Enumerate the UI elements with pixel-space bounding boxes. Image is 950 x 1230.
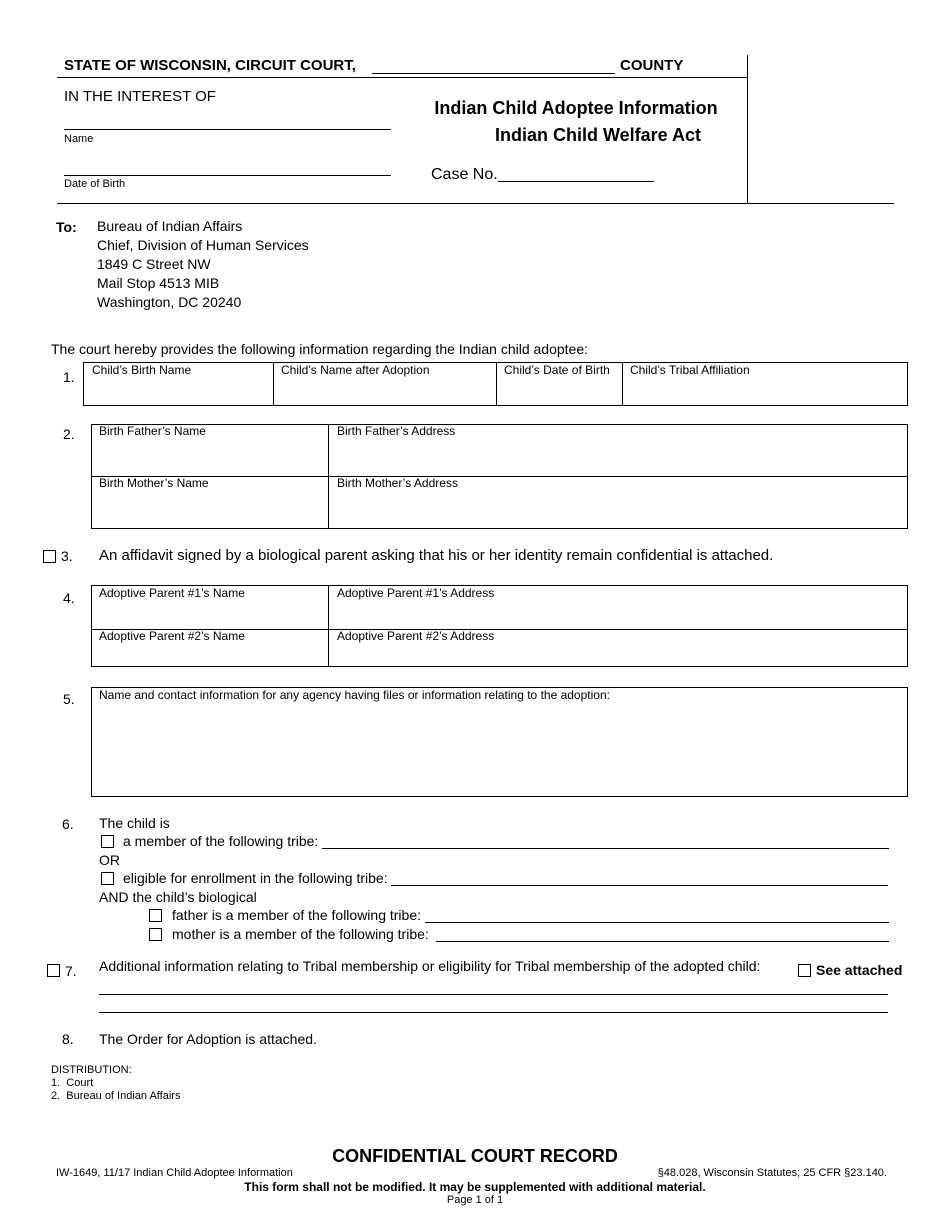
to-address-line: 1849 C Street NW (97, 256, 211, 272)
distribution-block (51, 1064, 180, 1103)
court-caption: STATE OF WISCONSIN, CIRCUIT COURT, (64, 57, 356, 74)
father-tribe-checkbox[interactable] (149, 909, 162, 922)
county-blank-line[interactable] (372, 73, 615, 74)
adoptive-parent-1-name-field[interactable]: Adoptive Parent #1’s Name (99, 586, 245, 600)
child-is-text: The child is (99, 815, 170, 831)
header-bottom-rule (57, 203, 894, 204)
header-top-rule (57, 77, 747, 78)
name-label: Name (64, 133, 94, 145)
to-address-line: Washington, DC 20240 (97, 294, 242, 310)
to-label: To: (56, 219, 77, 235)
or-text: OR (99, 852, 120, 868)
mother-tribe-checkbox[interactable] (149, 928, 162, 941)
birth-parents-table (91, 424, 908, 529)
item-8-number: 8. (62, 1031, 74, 1047)
mother-tribe-blank-line[interactable] (436, 941, 889, 942)
birth-father-name-field[interactable]: Birth Father’s Name (99, 424, 206, 438)
distribution-item: 1. Court (51, 1077, 94, 1089)
to-address-block (97, 217, 309, 312)
item-4-number: 4. (63, 590, 75, 606)
form-title: Indian Child Adoptee Information (434, 98, 718, 118)
order-attached-text: The Order for Adoption is attached. (99, 1031, 317, 1047)
confidential-record-heading: CONFIDENTIAL COURT RECORD (332, 1146, 618, 1166)
eligible-tribe-blank-line[interactable] (391, 885, 888, 886)
table-divider (328, 586, 329, 666)
county-label: COUNTY (620, 57, 684, 74)
member-tribe-checkbox[interactable] (101, 835, 114, 848)
birth-father-address-field[interactable]: Birth Father’s Address (337, 424, 456, 438)
statutes-reference: §48.028, Wisconsin Statutes; 25 CFR §23.140. (657, 1167, 887, 1179)
eligible-tribe-checkbox[interactable] (101, 872, 114, 885)
child-tribal-affiliation-field[interactable]: Child’s Tribal Affiliation (630, 363, 750, 377)
member-tribe-blank-line[interactable] (322, 848, 889, 849)
and-biological-text: AND the child’s biological (99, 889, 257, 905)
additional-info-line-1[interactable] (99, 994, 888, 995)
table-divider (622, 363, 623, 405)
child-info-table (83, 362, 908, 406)
birth-mother-name-field[interactable]: Birth Mother’s Name (99, 476, 209, 490)
dob-blank-line[interactable] (64, 175, 391, 176)
case-no-label: Case No. (431, 166, 498, 183)
additional-info-line-2[interactable] (99, 1012, 888, 1013)
adoptive-parent-2-name-field[interactable]: Adoptive Parent #2’s Name (99, 629, 245, 643)
distribution-item: 2. Bureau of Indian Affairs (51, 1090, 181, 1102)
table-divider (273, 363, 274, 405)
item-1-number: 1. (63, 369, 75, 385)
see-attached-checkbox[interactable] (798, 964, 811, 977)
adoptive-parent-1-address-field[interactable]: Adoptive Parent #1’s Address (337, 586, 495, 600)
distribution-title: DISTRIBUTION: (51, 1064, 132, 1076)
item-2-number: 2. (63, 426, 75, 442)
name-blank-line[interactable] (64, 129, 391, 130)
see-attached-label: See attached (816, 962, 903, 978)
in-interest-of-label: IN THE INTEREST OF (64, 88, 216, 105)
intro-text: The court hereby provides the following information regarding the Indian child adoptee: (51, 341, 588, 357)
child-dob-field[interactable]: Child’s Date of Birth (504, 363, 610, 377)
item-5-number: 5. (63, 691, 75, 707)
child-birth-name-field[interactable]: Child’s Birth Name (92, 363, 192, 377)
child-adopted-name-field[interactable]: Child’s Name after Adoption (281, 363, 430, 377)
form-subtitle: Indian Child Welfare Act (494, 125, 702, 145)
modification-notice: This form shall not be modified. It may be supplemented with additional material. (244, 1180, 706, 1194)
item-6-number: 6. (62, 816, 74, 832)
item-7-number: 7. (65, 963, 77, 979)
to-address-line: Mail Stop 4513 MIB (97, 275, 220, 291)
father-tribe-blank-line[interactable] (425, 922, 889, 923)
table-divider (92, 476, 907, 477)
member-tribe-label: a member of the following tribe: (123, 833, 319, 849)
affidavit-text: An affidavit signed by a biological parent asking that his or her identity remain confidential is attached. (99, 547, 774, 564)
adoptive-parents-table (91, 585, 908, 667)
eligible-tribe-label: eligible for enrollment in the following tribe: (123, 870, 388, 886)
father-tribe-label: father is a member of the following tribe: (172, 907, 422, 923)
dob-label: Date of Birth (64, 178, 126, 190)
item-3-number: 3. (61, 548, 73, 564)
case-no-blank-line[interactable] (498, 181, 654, 182)
page-number: Page 1 of 1 (446, 1194, 504, 1206)
agency-info-box[interactable] (91, 687, 908, 797)
form-id: IW-1649, 11/17 Indian Child Adoptee Information (56, 1167, 293, 1179)
additional-info-checkbox[interactable] (47, 964, 60, 977)
agency-info-label: Name and contact information for any agency having files or information relating to the adoption: (99, 688, 610, 702)
mother-tribe-label: mother is a member of the following tribe: (172, 926, 429, 942)
additional-info-text: Additional information relating to Tribal membership or eligibility for Tribal membership of the adopted child: (99, 958, 761, 974)
adoptive-parent-2-address-field[interactable]: Adoptive Parent #2’s Address (337, 629, 495, 643)
affidavit-checkbox[interactable] (43, 550, 56, 563)
birth-mother-address-field[interactable]: Birth Mother’s Address (337, 476, 458, 490)
table-divider (496, 363, 497, 405)
to-address-line: Chief, Division of Human Services (97, 237, 309, 253)
to-address-line: Bureau of Indian Affairs (97, 218, 243, 234)
